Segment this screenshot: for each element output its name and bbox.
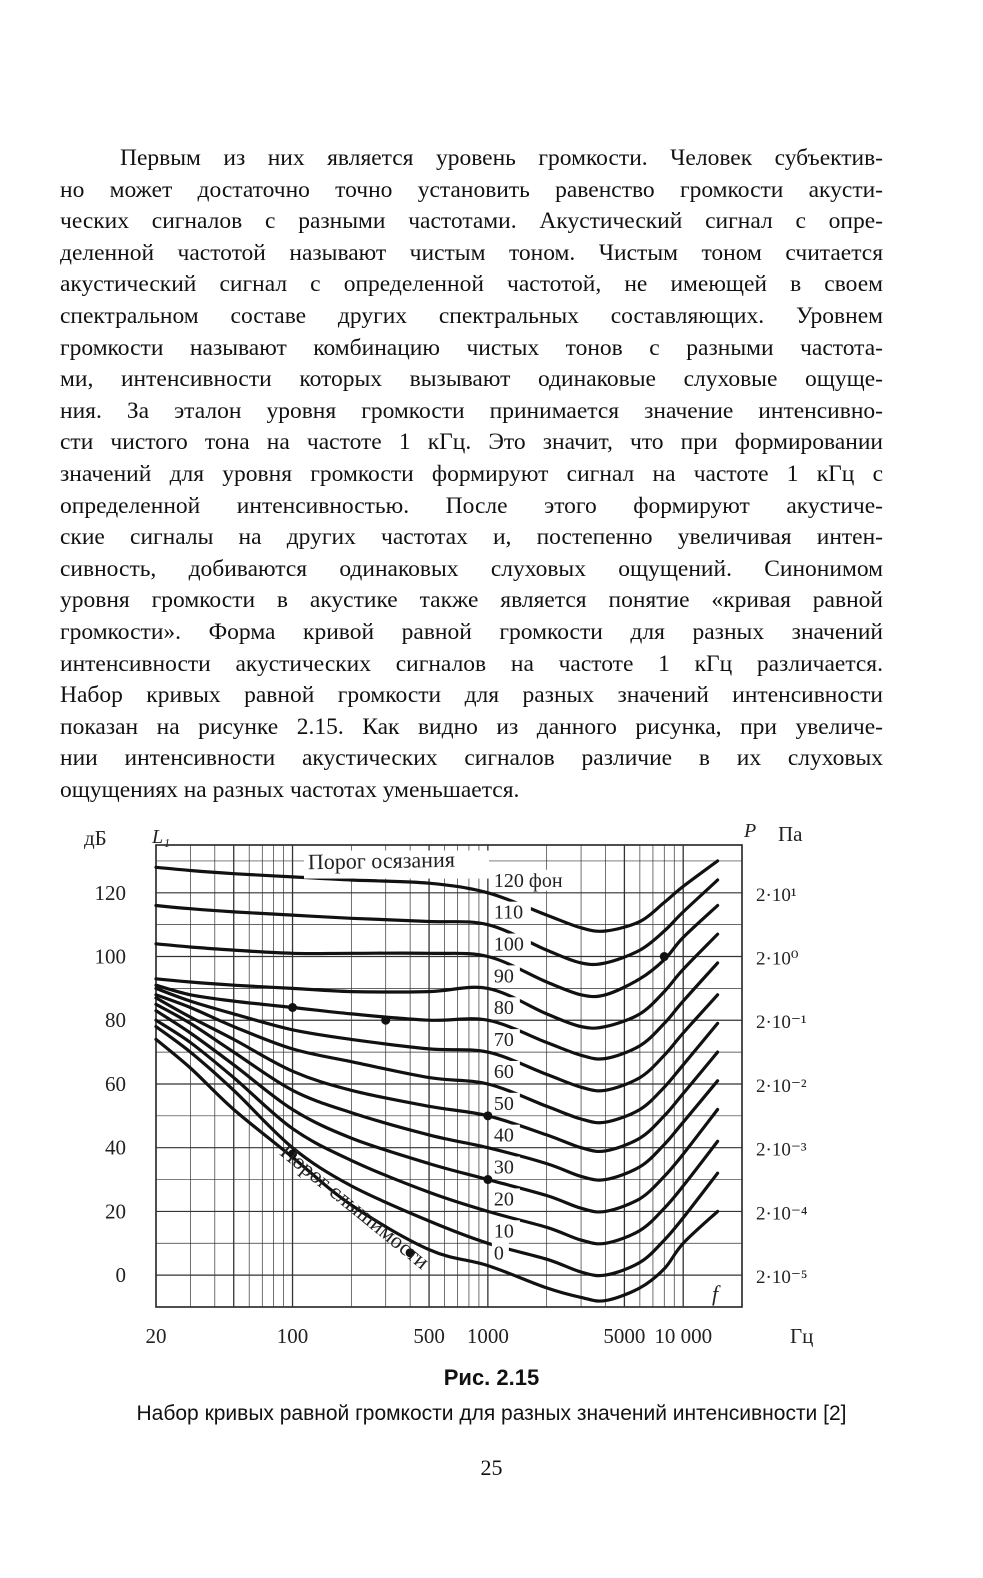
x-tick-label: 5000 — [603, 1324, 646, 1348]
paragraph-line: деленной частотой называют чистым тоном. Чистым тоном считается — [60, 239, 883, 266]
paragraph-line: но может достаточно точно установить равенство громкости акусти- — [60, 176, 883, 203]
y-tick-label: 100 — [94, 944, 126, 969]
curve-label: 80 — [493, 997, 514, 1020]
y-tick-label: 60 — [105, 1071, 126, 1096]
right-tick-label: 2·10¹ — [756, 884, 797, 906]
x-label: f — [712, 1281, 719, 1306]
curve-label: 0 — [493, 1242, 504, 1265]
figure-caption: Набор кривых равной громкости для разных значений интенсивности [2] — [136, 1402, 847, 1425]
y-tick-label: 40 — [105, 1135, 126, 1160]
plot-frame — [156, 845, 742, 1307]
right-tick-label: 2·10⁻³ — [756, 1139, 807, 1161]
paragraph-line: ские сигналы на других частотах и, постепенно увеличивая интен- — [60, 524, 883, 551]
annotation-threshold-feeling: Порог осязания — [307, 846, 456, 875]
y-tick-label: 120 — [94, 880, 126, 905]
x-unit: Гц — [790, 1324, 814, 1348]
figure-number: Рис. 2.15 — [443, 1365, 540, 1390]
data-marker — [381, 1016, 390, 1025]
data-marker — [483, 1175, 492, 1184]
right-tick-label: 2·10⁰ — [756, 948, 799, 970]
data-marker — [483, 1111, 492, 1120]
paragraph-line: акустический сигнал с определенной частотой, не имеющей в своем — [60, 271, 883, 298]
x-tick-label: 1000 — [466, 1324, 509, 1348]
paragraph-line: ния. За эталон уровня громкости принимается значение интенсивно- — [60, 397, 883, 424]
paragraph-line: показан на рисунке 2.15. Как видно из данного рисунка, при увеличе- — [60, 713, 883, 740]
paragraph-line: определенной интенсивностью. После этого формируют акустиче- — [60, 492, 883, 519]
paragraph-line: сти чистого тона на частоте 1 кГц. Это значит, что при формировании — [60, 429, 883, 456]
data-marker — [288, 1003, 297, 1012]
x-tick-label: 100 — [276, 1324, 309, 1348]
page-number: 25 — [480, 1455, 503, 1480]
paragraph-line: громкости». Форма кривой равной громкости для разных значений — [60, 618, 883, 645]
curve-label: 70 — [493, 1029, 514, 1052]
curve-label: 20 — [493, 1188, 514, 1211]
x-tick-label: 10 000 — [654, 1324, 713, 1348]
paragraph-line: значений для уровня громкости формируют сигнал на частоте 1 кГц с — [60, 460, 883, 487]
right-tick-label: 2·10⁻⁴ — [756, 1203, 808, 1225]
curve-phon-60 — [156, 995, 718, 1123]
y-tick-label: 0 — [115, 1263, 126, 1288]
chart-curves — [156, 851, 718, 1302]
y-label-right: P — [744, 820, 757, 842]
paragraph-line: Набор кривых равной громкости для разных значений интенсивности — [60, 682, 883, 709]
curve-label: 50 — [493, 1092, 514, 1115]
paragraph-line: Первым из них является уровень громкости. Человек субъектив- — [120, 145, 883, 171]
curve-label: 110 — [493, 901, 524, 924]
right-tick-label: 2·10⁻⁵ — [756, 1267, 808, 1289]
paragraph-line: сивность, добиваются одинаковых слуховых ощущений. Синонимом — [60, 555, 883, 582]
paragraph-line: ощущениях на разных частотах уменьшается. — [60, 776, 520, 803]
data-marker — [660, 952, 669, 961]
y-unit-left: дБ — [84, 826, 107, 850]
y-unit-right: Па — [778, 822, 803, 846]
paragraph-line: ми, интенсивности которых вызывают одинаковые слуховые ощуще- — [60, 366, 883, 393]
paragraph-line: ческих сигналов с разными частотами. Акустический сигнал с опре- — [60, 208, 883, 235]
paragraph-line: спектральном составе других спектральных составляющих. Уровнем — [60, 302, 883, 329]
curve-label: 30 — [493, 1156, 514, 1179]
y-tick-label: 20 — [105, 1199, 126, 1224]
paragraph-line: уровня громкости в акустике также является понятие «кривая равной — [60, 587, 883, 614]
chart-grid — [156, 845, 742, 1307]
right-tick-label: 2·10⁻¹ — [756, 1012, 807, 1034]
curve-label: 100 — [493, 933, 524, 956]
paragraph-line: нии интенсивности акустических сигналов различие в их слуховых — [60, 745, 883, 772]
x-tick-label: 500 — [413, 1324, 445, 1348]
curve-phon-20 — [156, 1020, 718, 1244]
curve-phon-10 — [156, 1027, 718, 1276]
curve-label: 90 — [493, 965, 514, 988]
curve-label: 120 фон — [493, 869, 563, 892]
body-paragraph — [60, 143, 883, 806]
paragraph-line: интенсивности акустических сигналов на частоте 1 кГц различается. — [60, 650, 883, 677]
right-tick-label: 2·10⁻² — [756, 1075, 807, 1097]
curve-label: 60 — [493, 1060, 514, 1083]
curve-label: 40 — [493, 1124, 514, 1147]
y-label-left: L₁ — [152, 826, 171, 848]
equal-loudness-chart — [80, 815, 820, 1360]
paragraph-line: громкости называют комбинацию чистых тонов с разными частота- — [60, 334, 883, 361]
y-tick-label: 80 — [105, 1008, 126, 1033]
curve-label: 10 — [493, 1220, 514, 1243]
curve-phon-70 — [156, 988, 718, 1090]
annotation-threshold-hearing: Порог слышимости — [275, 1138, 435, 1274]
x-tick-label: 20 — [145, 1324, 167, 1348]
curve-phon-100 — [156, 906, 718, 997]
